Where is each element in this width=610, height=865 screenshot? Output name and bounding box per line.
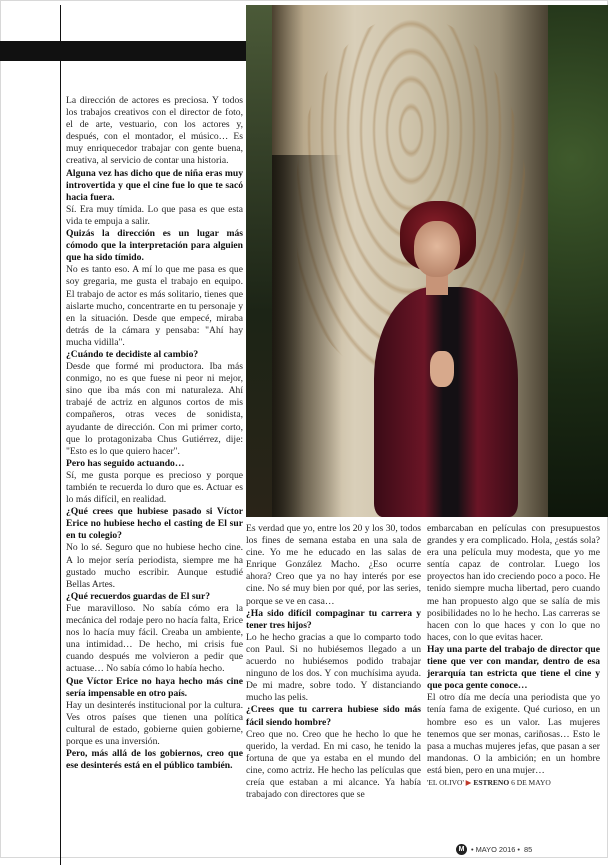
- arrow-icon: ▶: [465, 777, 472, 787]
- folio: [456, 844, 532, 855]
- interview-question: Quizás la dirección es un lugar más cómodo que la interpretación para alguien que ha sido tímido.: [66, 228, 243, 264]
- foliage-left: [246, 5, 272, 517]
- film-title: 'EL OLIVO': [427, 777, 464, 787]
- interview-question: ¿Cuándo te decidiste al cambio?: [66, 348, 199, 360]
- release-label: ESTRENO: [473, 777, 510, 787]
- interview-answer: El otro día me decía una periodista que yo tenía fama de exigente. Qué curioso, en un hombre eso es un valor. Las mujeres tenemos que ser monas, cariñosas… Esto le pasa a muchas mujeres jefas, que pasan a ser mandonas. O la ambición; en un hombre está bien, pero en una mujer…: [427, 692, 600, 776]
- magazine-logo-icon: M: [456, 844, 467, 855]
- interview-question: Pero has seguido actuando…: [66, 457, 185, 469]
- interview-answer: embarcaban en películas con presupuestos grandes y era complicado. Hola, ¿estás sola? era una película muy modesta, que yo me sentía capaz de controlar. Luego los proyectos han ido creciendo poco a poco. He tenido siempre mucha libertad, pero cuando me han propuesto algo que se salía de mis posibilidades no lo he hecho. Las carreras se hacen con lo que haces y con lo que no haces, con lo que evitas hacer.: [427, 523, 600, 643]
- page-number: 85: [524, 845, 533, 854]
- interview-answer: Desde que formé mi productora. Iba más conmigo, no es que fuese ni peor ni mejor, sino que iba más con mi naturaleza. Ahí trabajé de actriz en algunos cortos de mis compañeros, otras veces de sonidista, ayudante de dirección. Con mi primer corto, que lo protagonizaba Chus Gutiérrez, dije: "Esto es lo que quiero hacer".: [66, 361, 243, 457]
- woman-figure: [372, 201, 520, 517]
- velvet-jacket: [374, 287, 518, 517]
- interview-answer: Fue maravilloso. No sabía cómo era la mecánica del rodaje pero no hacía falta, Erice nos lo hacía muy fácil. Creaba un ambiente, una intimidad… De hecho, mi crisis fue cuando después me volvieron a pedir que actuase… No sabía cómo lo había hecho.: [66, 602, 243, 675]
- interview-column-3: [427, 523, 600, 789]
- face: [414, 221, 460, 277]
- interview-answer: Hay un desinterés institucional por la cultura. Ves otros países que tienen una política cultural de estado, gobierne quien gobierne, porque es una inversión.: [66, 699, 243, 747]
- interview-question: ¿Ha sido difícil compaginar tu carrera y tener tres hijos?: [246, 607, 421, 631]
- column-rule: [60, 5, 61, 865]
- interview-answer: La dirección de actores es preciosa. Y todos los trabajos creativos con el director de foto, el de arte, vestuario, con los actores y, después, con el montador, el músico… Es muy enriquecedor trabajar con gente buena, creativa, al servicio de contar una historia.: [66, 95, 243, 167]
- interview-question: ¿Qué crees que hubiese pasado si Víctor Erice no hubiese hecho el casting de El sur en tu colegio?: [66, 506, 243, 542]
- trunk-shadow: [272, 155, 342, 517]
- interview-answer: No lo sé. Seguro que no hubiese hecho cine. A lo mejor sería periodista, siempre me ha gustado mucho escribir. Aunque estudié Bellas Artes.: [66, 542, 243, 590]
- clasped-hands: [430, 351, 454, 387]
- interview-answer: Es verdad que yo, entre los 20 y los 30, todos los fines de semana estaba en una sala de cine. Yo me he educado en las salas de Enrique González Macho. ¿Eso ocurre ahora? Creo que ya no hay interés por ese cine. No sé muy bien por qué, por las series, porque se ve en casa…: [246, 523, 421, 607]
- release-date: 6 DE MAYO: [511, 777, 551, 787]
- release-note: [427, 777, 600, 789]
- interview-answer: No es tanto eso. A mí lo que me pasa es que soy gregaria, me gusta el trabajo en equipo. El trabajo de actor es más solitario, tienes que aislarte mucho, concentrarte en tu personaje y en la situación. Desde que empecé, miraba detrás de la cámara y pensaba: "Ahí hay mucha vidilla".: [66, 264, 243, 348]
- interview-question: Alguna vez has dicho que de niña eras muy introvertida y que el cine fue lo que te sacó hacia fuera.: [66, 167, 243, 203]
- issue-date: • MAYO 2016 •: [471, 845, 520, 854]
- black-tab: [0, 41, 60, 61]
- interview-answer: Creo que no. Creo que he hecho lo que he querido, la verdad. En mi caso, he tenido la fortuna de que ya estaba en el mundo del cine, como actriz. He hecho las películas que creía que estaban a mi alcance. Ya había trabajado con directores que se: [246, 728, 421, 801]
- interview-answer: Sí, me gusta porque es precioso y porque también te recuerda lo duro que es. Actuar es lo más difícil, en realidad.: [66, 469, 243, 506]
- interview-column-1: [66, 95, 243, 772]
- interview-answer: Lo he hecho gracias a que lo comparto todo con Paul. Si no hubiésemos llegado a un acuerdo no hubiésemos podido trabajar ninguno de los dos. Y con muchísima ayuda. De mi madre, sobre todo. Y distanciando mucho las pelis.: [246, 631, 421, 704]
- foliage-right: [548, 5, 608, 517]
- section-bar: [60, 41, 246, 61]
- interview-question: Pero, más allá de los gobiernos, creo que ese desinterés está en el público también.: [66, 748, 243, 772]
- interview-question: ¿Qué recuerdos guardas de El sur?: [66, 590, 210, 602]
- interview-answer: Sí. Era muy tímida. Lo que pasa es que esta vida te empuja a salir.: [66, 203, 243, 227]
- interview-question: Que Víctor Erice no haya hecho más cine sería impensable en otro país.: [66, 675, 243, 699]
- portrait-photo: [246, 5, 608, 517]
- interview-question: Hay una parte del trabajo de director que tiene que ver con mandar, dentro de esa jerarquía tan estricta que tiene el cine y que poca gente conoce…: [427, 643, 600, 692]
- interview-column-2: [246, 523, 421, 801]
- interview-question: ¿Crees que tu carrera hubiese sido más fácil siendo hombre?: [246, 704, 421, 728]
